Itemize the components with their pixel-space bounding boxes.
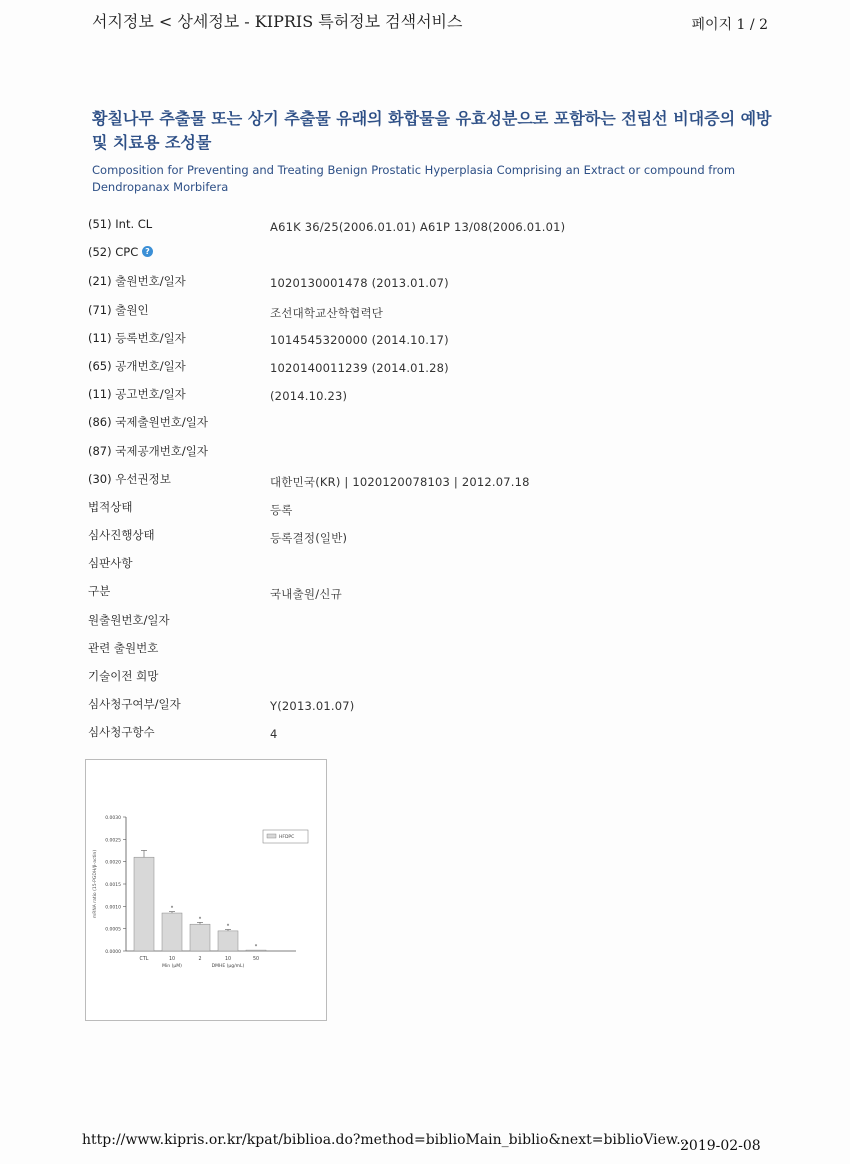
- y-tick-label: 0.0005: [105, 927, 121, 933]
- info-value: 등록결정(일반): [270, 531, 348, 546]
- bibliographic-info-table: [88, 212, 648, 748]
- info-label: 기술이전 희망: [88, 669, 159, 683]
- info-row: [88, 240, 648, 268]
- patent-title-korean: 황칠나무 추출물 또는 상기 추출물 유래의 화합물을 유효성분으로 포함하는 전립선 비대증의 예방 및 치료용 조성물: [92, 109, 772, 152]
- bar: [218, 931, 238, 951]
- bar: [134, 857, 154, 951]
- y-tick-label: 0.0025: [105, 838, 121, 844]
- help-icon[interactable]: ?: [142, 246, 153, 257]
- info-label: 심판사항: [88, 556, 133, 571]
- info-row: [88, 635, 648, 663]
- bar-chart: [86, 760, 326, 1020]
- info-label: 관련 출원번호: [88, 640, 159, 655]
- info-label: 심사진행상태: [88, 528, 155, 543]
- legend-label: HFDPC: [279, 835, 295, 840]
- footer-url: http://www.kipris.or.kr/kpat/biblioa.do?method=biblioMain_biblio&next=biblioView...: [82, 1132, 690, 1148]
- info-row: [88, 550, 648, 578]
- info-label: (86) 국제출원번호/일자: [88, 415, 209, 430]
- info-row: [88, 325, 648, 353]
- info-row: [88, 719, 648, 747]
- info-label: 원출원번호/일자: [88, 612, 170, 627]
- info-row: [88, 212, 648, 240]
- info-label: (21) 출원번호/일자: [88, 274, 186, 289]
- x-tick-label: 10: [168, 957, 176, 962]
- info-row: [88, 494, 648, 522]
- info-value: (2014.10.23): [270, 389, 348, 404]
- info-value: 1020130001478 (2013.01.07): [270, 276, 449, 291]
- info-row: [88, 268, 648, 296]
- info-label: (51) Int. CL: [88, 217, 153, 231]
- y-tick-label: 0.0010: [105, 905, 121, 911]
- y-tick-label: 0.0000: [105, 950, 121, 955]
- x-tick-label: 10: [224, 957, 232, 962]
- bar: [246, 950, 266, 951]
- info-value: 국내출원/신규: [270, 587, 342, 602]
- significance-mark: *: [254, 944, 258, 951]
- info-label: 법적상태: [88, 499, 133, 514]
- bar: [162, 913, 182, 951]
- info-row: [88, 466, 648, 494]
- info-row: [88, 663, 648, 691]
- info-row: [88, 578, 648, 606]
- info-row: [88, 381, 648, 409]
- significance-mark: *: [198, 916, 202, 923]
- info-label: (30) 우선권정보: [88, 471, 171, 486]
- significance-mark: *: [170, 905, 174, 912]
- info-row: [88, 409, 648, 437]
- info-row: [88, 438, 648, 466]
- bar: [190, 924, 210, 951]
- info-value: A61K 36/25(2006.01.01) A61P 13/08(2006.01.01): [270, 220, 566, 234]
- x-tick-label: CTL: [139, 957, 149, 962]
- info-label: (65) 공개번호/일자: [88, 358, 186, 373]
- info-label: (11) 등록번호/일자: [88, 330, 186, 345]
- x-tick-label: 50: [252, 957, 260, 962]
- info-value: 조선대학교산학협력단: [270, 305, 384, 320]
- group-label: Min (μM): [162, 964, 182, 969]
- representative-figure: [85, 759, 327, 1021]
- footer-date: 2019-02-08: [680, 1138, 761, 1154]
- info-row: [88, 607, 648, 635]
- info-row: [88, 353, 648, 381]
- info-label: (71) 출원인: [88, 302, 149, 317]
- legend-swatch: [267, 834, 276, 838]
- x-tick-label: 2: [198, 957, 202, 962]
- info-label: (11) 공고번호/일자: [88, 387, 186, 402]
- page-number: 페이지 1 / 2: [691, 17, 768, 33]
- info-label: (87) 국제공개번호/일자: [88, 443, 209, 458]
- info-label: 심사청구여부/일자: [88, 697, 181, 712]
- info-value: 1020140011239 (2014.01.28): [270, 360, 449, 375]
- info-row: [88, 297, 648, 325]
- y-tick-label: 0.0015: [105, 883, 121, 888]
- print-header-title: 서지정보 < 상세정보 - KIPRIS 특허정보 검색서비스: [92, 12, 463, 31]
- info-row: [88, 691, 648, 719]
- info-label: 구분: [88, 584, 111, 599]
- y-tick-label: 0.0020: [105, 860, 121, 866]
- y-tick-label: 0.0030: [105, 816, 121, 821]
- info-value: 등록: [270, 502, 293, 517]
- group-label: DMHE (μg/mL): [211, 964, 245, 969]
- patent-title-english: Composition for Preventing and Treating Benign Prostatic Hyperplasia Comprising an Extract or compound from Dendropanax Morbifera: [92, 163, 736, 194]
- info-value: 1014545320000 (2014.10.17): [270, 332, 449, 347]
- info-value: 4: [270, 727, 278, 742]
- y-axis-label: mRNA ratio (15-PGDH/β-actin): [93, 849, 98, 919]
- info-label: 심사청구항수: [88, 725, 155, 740]
- info-value: 대한민국(KR) | 1020120078103 | 2012.07.18: [270, 474, 530, 489]
- info-row: [88, 522, 648, 550]
- info-value: Y(2013.01.07): [270, 699, 355, 714]
- info-label: (52) CPC: [88, 245, 139, 260]
- significance-mark: *: [226, 923, 230, 930]
